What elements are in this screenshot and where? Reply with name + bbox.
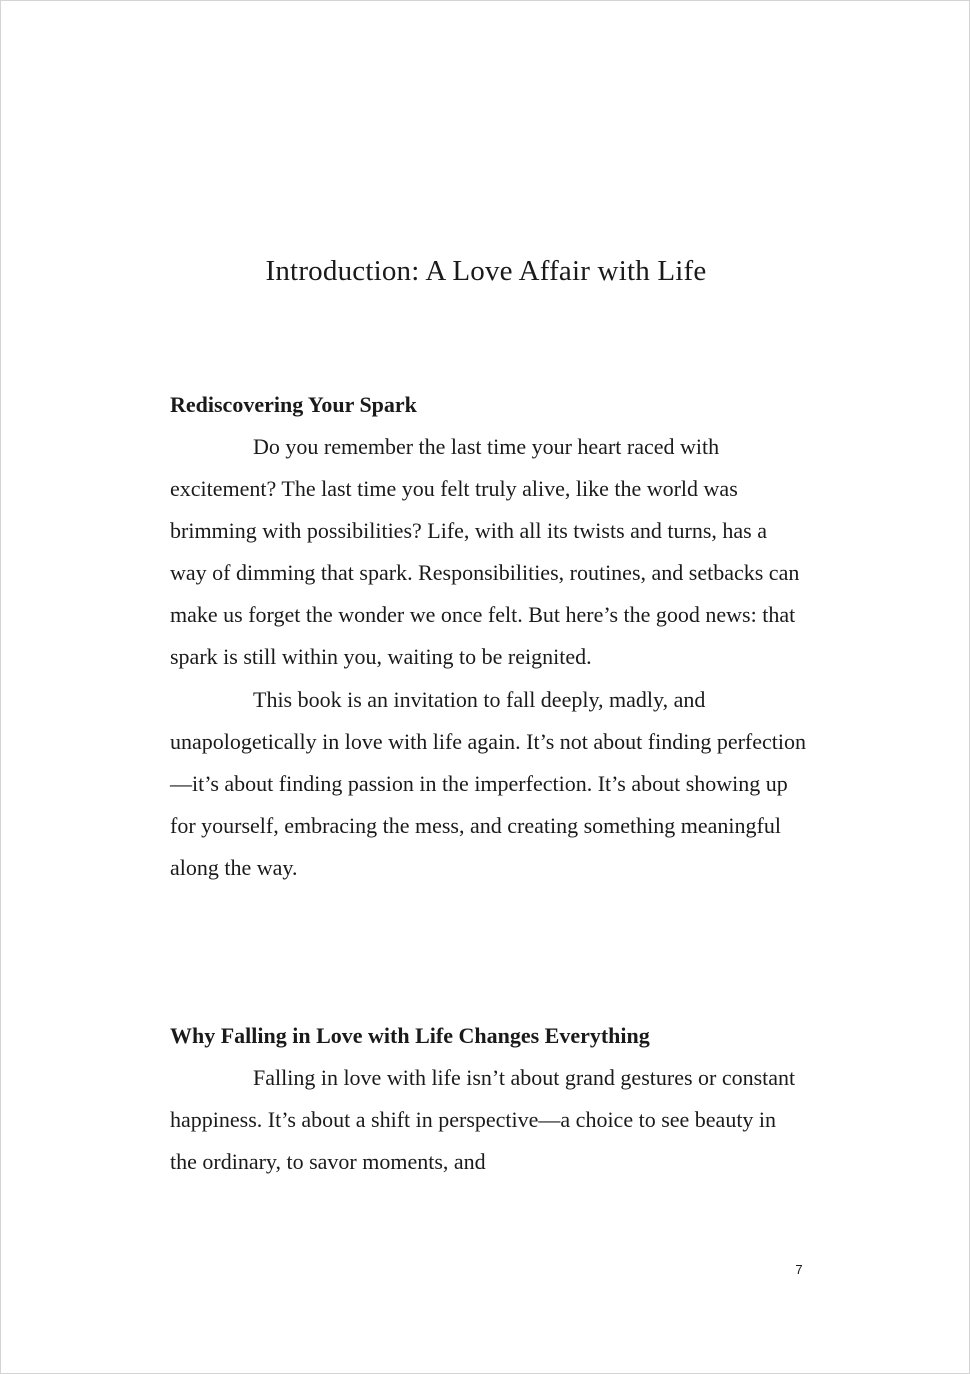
page-number: 7 (795, 1262, 803, 1277)
paragraph: Falling in love with life isn’t about grand gestures or constant happiness. It’s about a shift in perspective—a choice to see beauty in the ordinary, to savor moments, and (170, 1065, 796, 1175)
section-heading: Why Falling in Love with Life Changes Everything (170, 1023, 650, 1048)
chapter-title: Introduction: A Love Affair with Life (265, 255, 707, 287)
section-why-falling-in-love (170, 1015, 806, 1183)
section-rediscovering-spark (170, 384, 806, 889)
paragraph: This book is an invitation to fall deeply, madly, and unapologetically in love with life again. It’s not about finding perfection—it’s about finding passion in the imperfection. It’s about showing up for yourself, embracing the mess, and creating something meaningful along the way. (170, 686, 807, 880)
paragraph: Do you remember the last time your heart raced with excitement? The last time you felt truly alive, like the world was brimming with possibilities? Life, with all its twists and turns, has a way of dimming that spark. Responsibilities, routines, and setbacks can make us forget the wonder we once felt. But here’s the good news: that spark is still within you, waiting to be reignited. (170, 434, 800, 670)
section-heading: Rediscovering Your Spark (170, 392, 417, 417)
